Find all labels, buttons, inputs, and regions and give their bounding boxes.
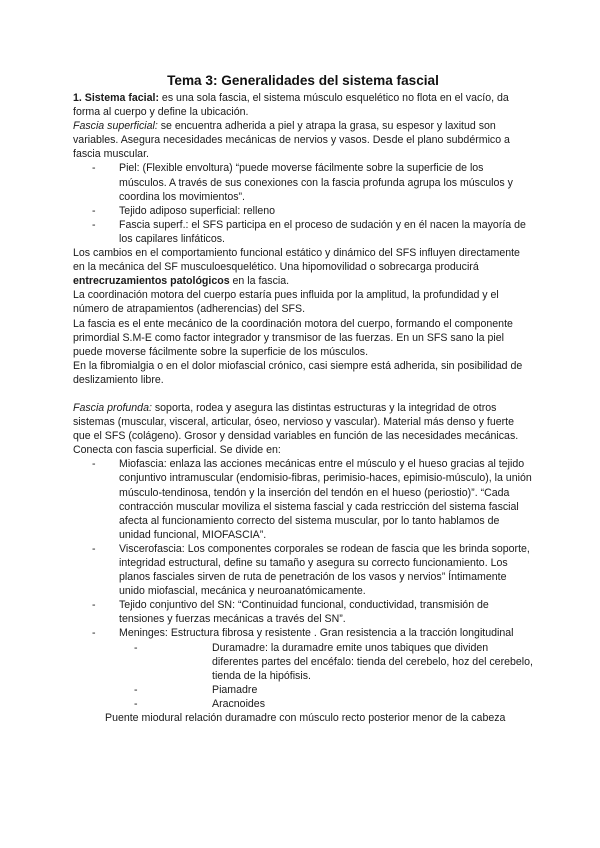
dash-marker: - [134,697,138,710]
fascia-superficial-paragraph [73,119,533,161]
list-item [73,457,533,542]
list-item-text: Tejido conjuntivo del SN: “Continuidad funcional, conductividad, transmisión de tensiones y fuerzas mecánicas a través del SN”. [119,599,489,626]
document-page [73,72,533,725]
dash-marker: - [92,599,96,612]
paragraph-motor-coordination: La coordinación motora del cuerpo estaría pues influida por la amplitud, la profundidad y el número de atrapamientos (adherencias) del SFS. [73,289,499,316]
dash-marker: - [92,218,96,231]
sub-list-item [119,697,533,711]
list-item [73,161,533,203]
bold-term: entrecruzamientos patológicos [73,275,230,288]
section-1-paragraph [73,91,533,119]
superficial-list [73,161,533,246]
list-item-text: Meninges: Estructura fibrosa y resistente . Gran resistencia a la tracción longitudinal [119,627,514,640]
page-title: Tema 3: Generalidades del sistema fascial [167,73,439,88]
dash-marker: - [134,683,138,696]
paragraph-text: Los cambios en el comportamiento funcional estático y dinámico del SFS influyen directamente en la mecánica del SF musculoesquelético. Una hipomovilidad o sobrecarga producirá [73,247,520,274]
dash-marker: - [92,458,96,471]
list-item [73,204,533,218]
sub-list-item [119,641,533,683]
list-item-text: Piel: (Flexible envoltura) “puede moverse fácilmente sobre la superficie de los músculos. A través de sus conexiones con la fascia profunda agrupa los músculos y coordina los movimientos”. [119,162,513,203]
sub-list-item-text: Piamadre [212,683,258,696]
meninges-sublist [119,641,533,711]
paragraph-text: en la fascia. [229,275,290,288]
paragraph-fibromyalgia: En la fibromialgia o en el dolor miofascial crónico, casi siempre está adherida, sin posibilidad de deslizamiento libre. [73,359,523,386]
dash-marker: - [92,542,96,555]
section-1-heading: 1. Sistema facial: [73,92,159,104]
dash-marker: - [134,641,138,654]
closing-paragraph: Puente miodural relación duramadre con músculo recto posterior menor de la cabeza [105,712,506,725]
dash-marker: - [92,627,96,640]
dash-marker: - [92,204,96,217]
paragraph-sfs-changes [73,246,533,288]
fascia-superficial-text: se encuentra adherida a piel y atrapa la grasa, su espesor y laxitud son variables. Asegura necesidades mecánicas de nervios y vasos. Desde el plano subdérmico a fascia muscular. [73,120,510,161]
dash-marker: - [92,162,96,175]
list-item-text: Fascia superf.: el SFS participa en el proceso de sudación y en él nacen la mayoría de los capilares linfáticos. [119,218,526,245]
fascia-profunda-paragraph [73,401,533,457]
list-item [73,542,533,598]
fascia-profunda-label: Fascia profunda: [73,401,152,414]
section-1-text: es una sola fascia, el sistema músculo esquelético no flota en el vacío, da forma al cuerpo y define la ubicación. [73,92,509,119]
list-item-text: Viscerofascia: Los componentes corporales se rodean de fascia que les brinda soporte, integridad estructural, define su tamaño y asegura su correcto funcionamiento. Los planos fasciales sirven de ruta de penetración de los vasos y nervios” Íntimamente unido miofascial, mecánica y neuroanatómicamente. [119,542,530,598]
list-item [73,626,533,711]
sub-list-item-text: Duramadre: la duramadre emite unos tabiques que dividen diferentes partes del encéfalo: tienda del cerebelo, hoz del cerebelo, tienda de la hipófisis. [212,641,533,682]
paragraph-fascia-mechanical: La fascia es el ente mecánico de la coordinación motora del cuerpo, formando el componente primordial S.M-E como factor integrador y transmisor de las fuerzas. En un SFS sano la piel puede moverse fácilmente sobre la superficie de los músculos. [73,317,513,358]
profunda-list [73,457,533,711]
spacer [73,387,533,401]
list-item-text: Tejido adiposo superficial: relleno [119,204,276,217]
sub-list-item-text: Aracnoides [212,697,265,710]
sub-list-item [119,683,533,697]
list-item-text: Miofascia: enlaza las acciones mecánicas entre el músculo y el hueso gracias al tejido conjuntivo intramuscular (endomisio-fibras, perimisio-haces, epimisio-músculo), la unión músculo-tendinosa, tendón y la inserción del tendón en el hueso (periostio)”. “Cada contracción muscular moviliza el sistema fascial y cada restricción del sistema fascial afecta al funcionamiento correcto del sistema muscular, por lo tanto hablamos de unidad funcional, MIOFASCIA”. [119,458,532,541]
list-item [73,598,533,626]
fascia-superficial-label: Fascia superficial: [73,120,158,133]
list-item [73,218,533,246]
fascia-profunda-text: soporta, rodea y asegura las distintas estructuras y la integridad de otros sistemas (muscular, visceral, articular, óseo, nervioso y vascular). Material más denso y fuerte que el SFS (colágeno). Grosor y densidad variables en función de las necesidades mecánicas. Conecta con fascia superficial. Se divide en: [73,401,519,457]
